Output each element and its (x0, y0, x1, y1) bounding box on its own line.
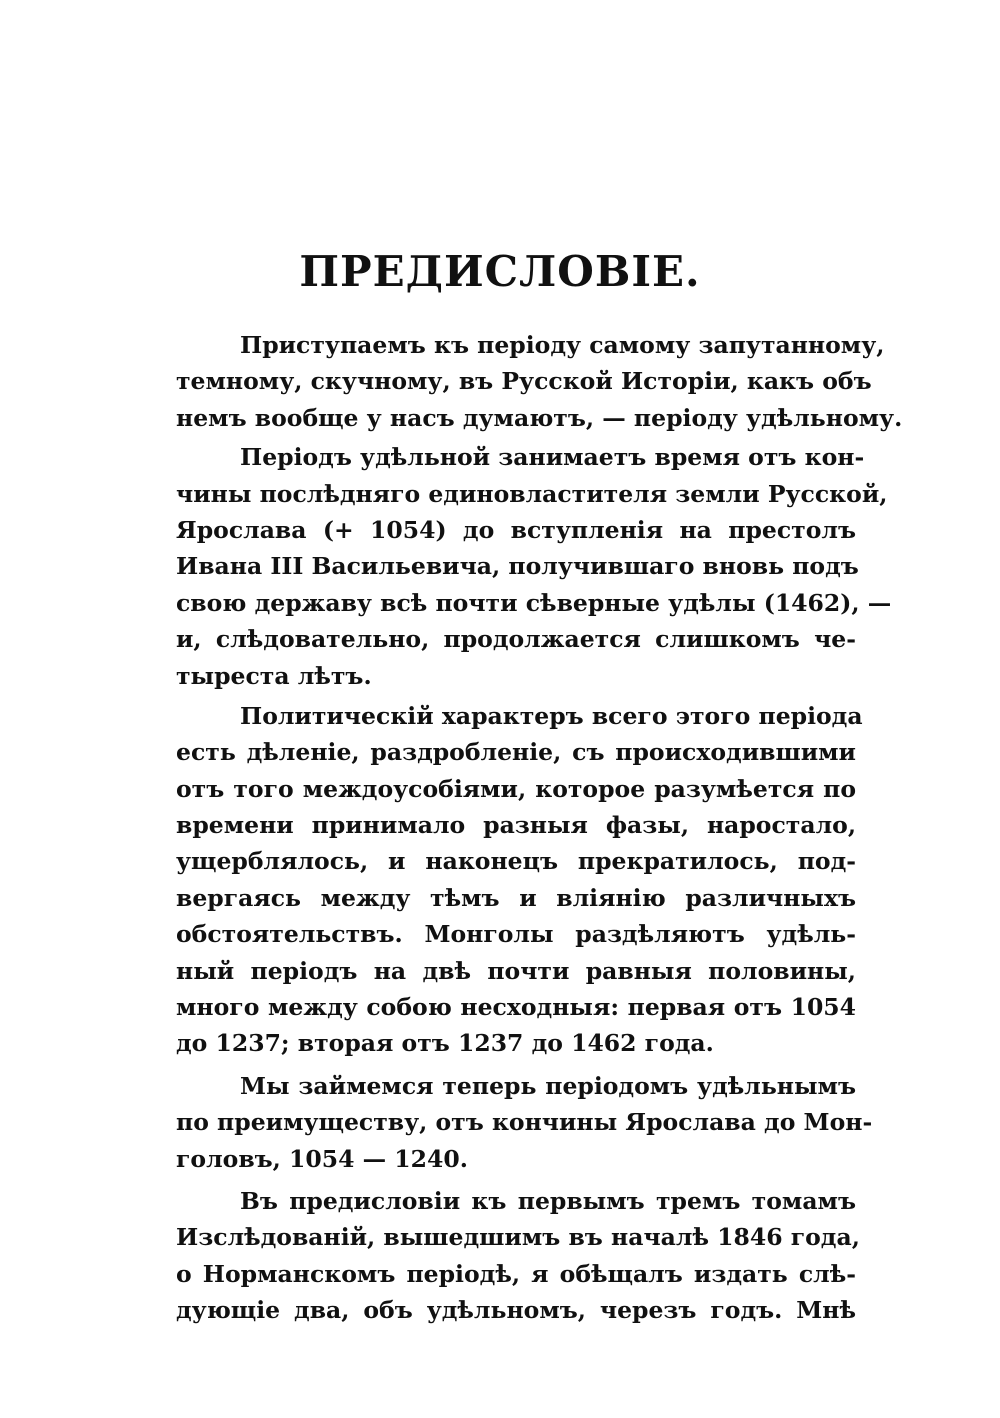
page-title: ПРЕДИСЛОВІЕ. (299, 247, 701, 296)
text-line: Ярослава (+ 1054) до вступленія на престолъ (176, 515, 856, 544)
text-line: дующіе два, объ удѣльномъ, черезъ годъ. Мнѣ (176, 1296, 856, 1325)
text-line: ущерблялось, и наконецъ прекратилось, под- (176, 847, 856, 876)
text-line: есть дѣленіе, раздробленіе, съ происходившими (176, 738, 856, 767)
paragraph-4 (176, 1068, 873, 1177)
text-line: о Норманскомъ періодѣ, я обѣщалъ издать слѣ- (176, 1259, 856, 1288)
text-line: вергаясь между тѣмъ и вліянію различныхъ (176, 883, 856, 912)
paragraph-5 (176, 1183, 860, 1329)
body-text (176, 327, 903, 1329)
text-line: отъ того междоусобіями, которое разумѣется по (176, 774, 856, 803)
paragraph-3 (176, 698, 863, 1062)
text-line: до 1237; вторая отъ 1237 до 1462 года. (176, 1029, 714, 1058)
text-line: темному, скучному, въ Русской Исторіи, какъ объ (176, 367, 872, 396)
text-line: немъ вообще у насъ думаютъ, — періоду удѣльному. (176, 403, 903, 432)
paragraph-2 (176, 439, 892, 694)
text-line: ный періодъ на двѣ почти равныя половины, (176, 956, 856, 985)
text-line: головъ, 1054 — 1240. (176, 1144, 468, 1173)
text-line: по преимуществу, отъ кончины Ярослава до Мон- (176, 1108, 873, 1137)
text-line: Періодъ удѣльной занимаетъ время отъ кон- (240, 443, 865, 472)
text-line: Изслѣдованій, вышедшимъ въ началѣ 1846 года, (176, 1223, 860, 1252)
text-line: тыреста лѣтъ. (176, 661, 372, 690)
text-line: Въ предисловіи къ первымъ тремъ томамъ (240, 1186, 856, 1215)
text-line: Ивана III Васильевича, получившаго вновь подъ (176, 552, 859, 581)
text-line: и, слѣдовательно, продолжается слишкомъ че- (176, 625, 856, 654)
text-line: чины послѣдняго единовластителя земли Русской, (176, 479, 888, 508)
text-line: времени принимало разныя фазы, наростало, (176, 811, 856, 840)
paragraph-1 (176, 327, 903, 436)
text-line: Политическій характеръ всего этого періода (240, 701, 863, 730)
text-line: Мы займемся теперь періодомъ удѣльнымъ (240, 1071, 856, 1100)
text-line: много между собою несходныя: первая отъ 1054 (176, 993, 856, 1022)
text-line: обстоятельствъ. Монголы раздѣляютъ удѣль- (176, 920, 856, 949)
text-line: свою державу всѣ почти сѣверные удѣлы (1462), — (176, 588, 892, 617)
text-line: Приступаемъ къ періоду самому запутанному, (240, 331, 885, 359)
